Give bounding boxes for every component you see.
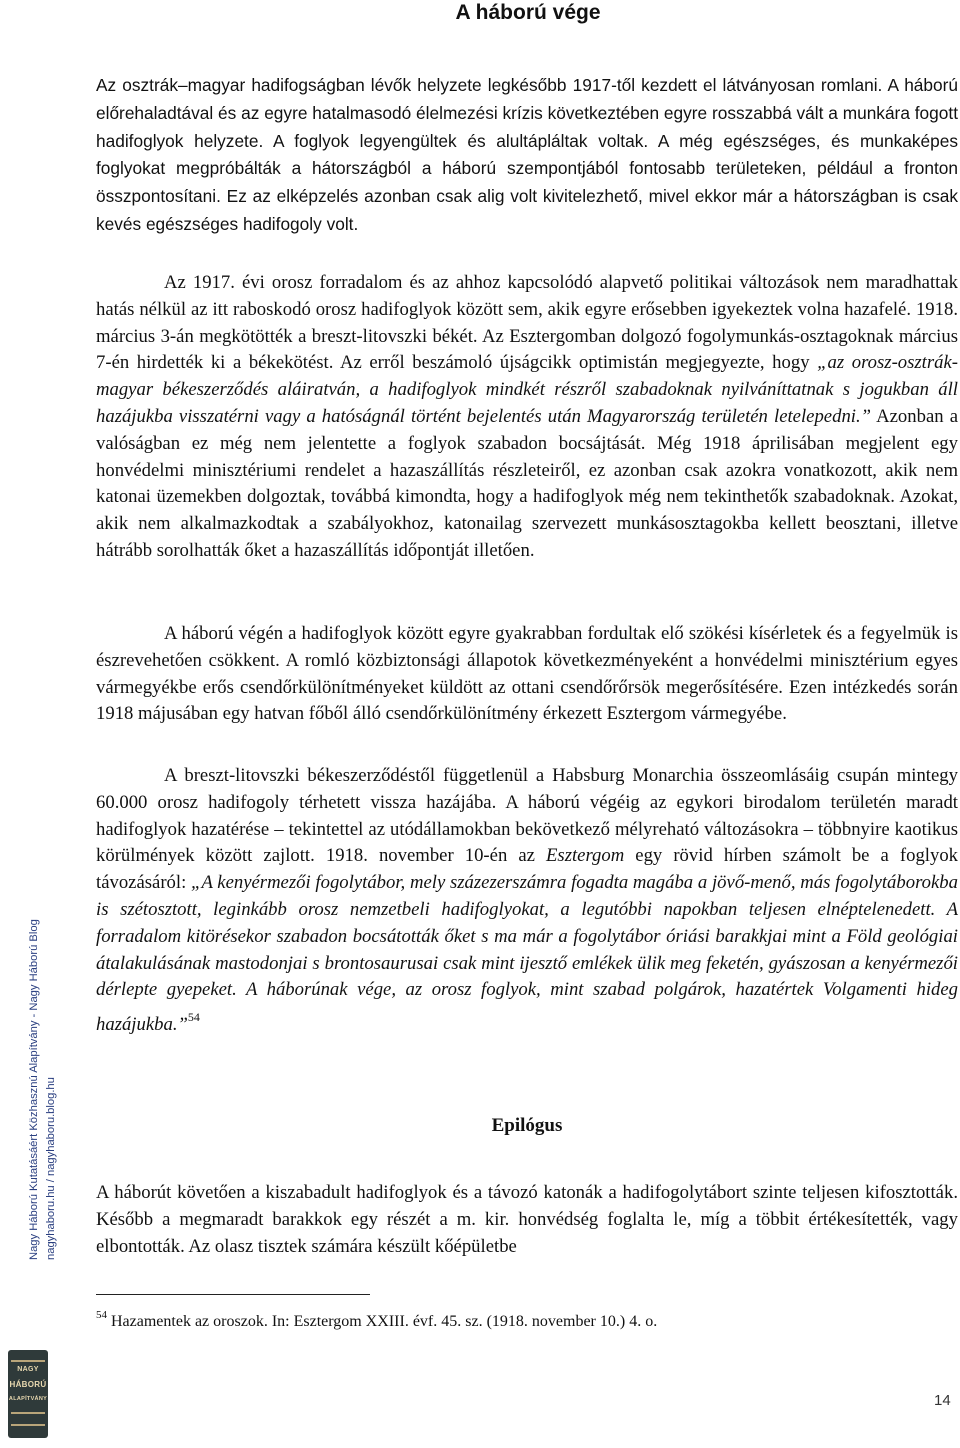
foundation-logo xyxy=(8,1350,48,1438)
epilogue-paragraph: A háborút követően a kiszabadult hadifoglyok és a távozó katonák a hadifogolytábort szinte teljesen kifosztották. Később a megmaradt barakkok egy részét a m. kir. honvédség foglalta le, míg a többit értékesítették, vagy elbontották. Az olasz tisztek számára készült kőépületbe xyxy=(96,1182,958,1257)
sidebar-foundation-text: Nagy Háború Kutatásáért Közhasznú Alapítvány - Nagy Háború Blog xyxy=(28,919,40,1260)
footnote-number: 54 xyxy=(96,1309,107,1321)
newspaper-name: Esztergom xyxy=(546,845,625,867)
logo-word-1: NAGY xyxy=(17,1366,39,1373)
paragraph-2-rest: Azonban a valóságban ez még nem jelentette a foglyok szabadon bocsájtását. Még 1918 áprilisában megjelent egy honvédelmi minisztériumi rendelet a hazaszállítás részleteiről, ez azonban csak azokra vonatkozott, akik nem katonai üzemekben dolgoztak, továbbá kimondta, hogy a hadifoglyok még nem tekinthetők szabadoknak. Azokat, akik nem alkalmazkodtak a szabályokhoz, katonailag szervezett munkásosztagokba kellett beosztani, illetve hátrább sorolhatták őket a hazaszállítás időpontját illetően. xyxy=(96,405,958,561)
body-text-4 xyxy=(96,763,958,1039)
paragraph-4 xyxy=(96,763,958,1039)
paragraph-1: Az osztrák–magyar hadifogságban lévők helyzete legkésőbb 1917-től kezdett el látványosan romlani. A háború előrehaladtával és az egyre hatalmasodó élelmezési krízis következtében egyre rosszabbá vált a munkára fogott hadifoglyok helyzete. A foglyok legyengültek és alultápláltak voltak. A még egészséges, és munkaképes foglyokat megpróbálták a hátországból a háború szempontjából fontosabb területeken, például a fronton összpontosítani. Ez az elképzelés azonban csak alig volt kivitelezhető, mivel ekkor már a hátországban is csak kevés egészséges hadifogoly volt. xyxy=(96,75,958,234)
body-text xyxy=(96,72,958,239)
body-text-3 xyxy=(96,621,958,728)
newspaper-quote-1: „az orosz-osztrák-magyar békeszerződés aláiratván, a hadifoglyok mindkét részről szabadoknak nyilváníttatnak s jogukban áll hazájukba visszatérni vagy a hatóságnál történt bejelentés után Magyarország területén letelepedni.” xyxy=(96,352,959,427)
logo-word-3: ALAPÍTVÁNY xyxy=(8,1396,48,1402)
paragraph-4-intro: A breszt-litovszki békeszerződéstől függetlenül a Habsburg Monarchia összeomlásáig csupán mintegy 60.000 orosz hadifogoly térhetett vissza hazájába. A háború végéig az egykori birodalom területén maradt hadifoglyok hazatérése – tekintettel az utódállamokban bekövetkező mélyreható változásokra – többnyire kaotikus körülmények között zajlott. 1918. november 10-én az xyxy=(96,765,958,867)
paragraph-3: A háború végén a hadifoglyok között egyre gyakrabban fordultak elő szökési kísérletek és a fegyelmük is észrevehetően csökkent. A romló közbiztonsági állapotok következményeként a honvédelmi minisztérium egyes vármegyékbe erős csendőrkülönítményeket küldött az ottani csendőrőrsök megerősítésére. Ezen intézkedés során 1918 májusában egy hatvan főből álló csendőrkülönítmény érkezett Esztergom vármegyébe. xyxy=(96,623,958,725)
logo-word-2: HÁBORÚ xyxy=(9,1380,47,1389)
footnote-text: Hazamentek az oroszok. In: Esztergom XXIII. évf. 45. sz. (1918. november 10.) 4. o. xyxy=(111,1313,658,1330)
body-text-2 xyxy=(96,270,958,565)
page-number: 14 xyxy=(934,1392,951,1409)
paragraph-2 xyxy=(96,270,958,565)
epilogue-heading: Epilógus xyxy=(491,1115,563,1136)
footnote-divider xyxy=(96,1294,370,1295)
footnote-ref[interactable]: 54 xyxy=(187,1010,200,1025)
footnote xyxy=(96,1304,956,1333)
sidebar-watermark xyxy=(26,919,60,1260)
paragraph-2-intro: Az 1917. évi orosz forradalom és az ahhoz kapcsolódó alapvető politikai változások nem maradhattak hatás nélkül az itt raboskodó orosz hadifoglyok között sem, akik egyre erősebben igyekeztek volna hazafelé. 1918. március 3-án megkötötték a breszt-litovszki békét. Az Esztergomban dolgozó fogolymunkás-osztagoknak március 7-én hirdették ki a békekötést. Az erről beszámoló újságcikk optimistán megjegyezte, hogy xyxy=(96,272,958,374)
epilogue-body xyxy=(96,1180,958,1260)
sidebar-url-text: nagyhaboru.hu / nagyhaboru.blog.hu xyxy=(45,1077,57,1260)
paragraph-4-mid: egy rövid hírben számolt be a foglyok távozásáról: xyxy=(96,845,959,894)
newspaper-quote-2: „A kenyérmezői fogolytábor, mely százezerszámra fogadta magába a jövő-menő, más fogolytáborokba is szétosztott, leginkább orosz nemzetbeli hadifoglyokat, a legutóbbi napokban teljesen elnéptelenedett. A forradalom kitörésekor szabadon bocsátották őket s ma már a fogolytábor óriási barakkjai mint a Föld geológiai átalakulásának mastodonjai s brontosaurusai csak mint ijesztő emlékek ülik meg feketén, gyászosan a kenyérmezői dérlepte gyepeket. A háborúnak vége, az orosz foglyok, mint szabad polgárok, hazatértek Volgamenti hideg hazájukba.” xyxy=(96,872,958,1036)
page-title: A háború vége xyxy=(455,1,601,24)
